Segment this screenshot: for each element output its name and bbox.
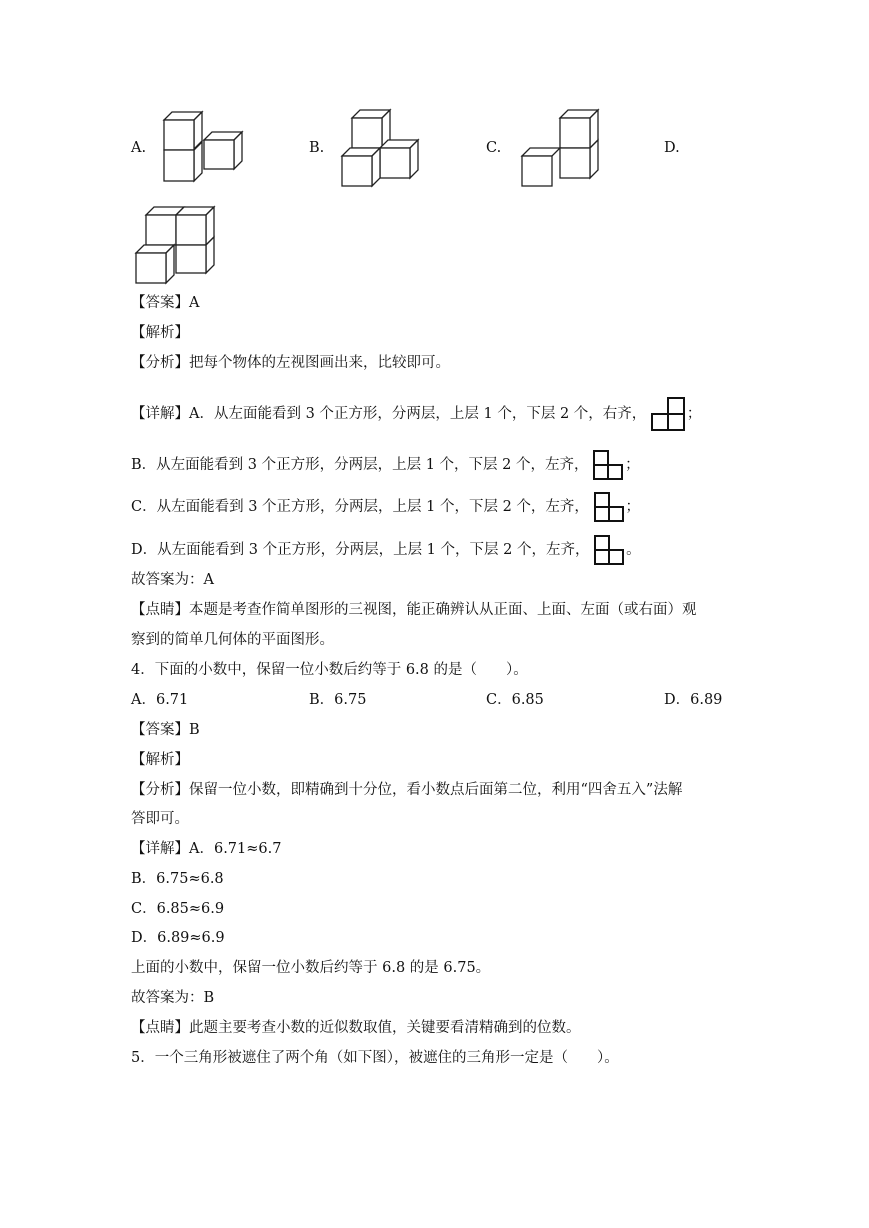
q4-detail-b: B．6.75≈6.8 <box>131 871 224 887</box>
q3-detail-c-text: C．从左面能看到 3 个正方形，分两层，上层 1 个，下层 2 个，左齐， <box>131 499 589 515</box>
q4-option-c: C．6.85 <box>486 692 544 708</box>
q4-question: 4．下面的小数中，保留一位小数后约等于 6.8 的是（ ）。 <box>131 662 528 678</box>
q4-option-a: A．6.71 <box>131 692 189 708</box>
q3-fenxi: 【分析】把每个物体的左视图画出来，比较即可。 <box>131 355 450 371</box>
q3-detail-b-end: ； <box>625 457 640 473</box>
cube-figure-b <box>340 108 430 188</box>
q3-detail-d-end: 。 <box>626 542 641 558</box>
q5-question: 5．一个三角形被遮住了两个角（如下图），被遮住的三角形一定是（ ）。 <box>131 1050 619 1066</box>
q3-detail-d <box>131 535 641 565</box>
q3-detail-a <box>131 397 701 431</box>
cube-figure-a <box>160 110 250 185</box>
q3-detail-b-text: B．从左面能看到 3 个正方形，分两层，上层 1 个，下层 2 个，左齐， <box>131 457 589 473</box>
q3-dianjing-line1: 【点睛】本题是考查作简单图形的三视图，能正确辨认从正面、上面、左面（或右面）观 <box>131 602 697 618</box>
q3-analysis-title: 【解析】 <box>131 325 189 341</box>
q3-detail-d-text: D．从左面能看到 3 个正方形，分两层，上层 1 个，下层 2 个，左齐， <box>131 542 590 558</box>
q4-fenxi-line1: 【分析】保留一位小数，即精确到十分位，看小数点后面第二位，利用“四舍五入”法解 <box>131 782 683 798</box>
option-c-label: C. <box>486 140 502 156</box>
left-view-left-aligned-icon <box>594 492 626 522</box>
q4-option-d: D．6.89 <box>664 692 723 708</box>
q3-answer: 【答案】A <box>131 295 200 311</box>
q4-conclusion: 故答案为：B <box>131 990 215 1006</box>
q4-detail-c: C．6.85≈6.9 <box>131 901 225 917</box>
q4-dianjing: 【点睛】此题主要考查小数的近似数取值，关键要看清精确到的位数。 <box>131 1020 581 1036</box>
q3-detail-c <box>131 492 640 522</box>
option-b-label: B. <box>309 140 325 156</box>
q3-detail-b <box>131 450 640 480</box>
q4-summary: 上面的小数中，保留一位小数后约等于 6.8 的是 6.75。 <box>131 960 491 976</box>
q3-conclusion: 故答案为：A <box>131 572 214 588</box>
left-view-right-aligned-icon <box>651 397 687 431</box>
q4-analysis-title: 【解析】 <box>131 752 189 768</box>
left-view-left-aligned-icon <box>593 450 625 480</box>
q4-detail-d: D．6.89≈6.9 <box>131 930 225 946</box>
option-d-label: D. <box>664 140 680 156</box>
cube-figure-d <box>132 203 222 285</box>
left-view-left-aligned-icon <box>594 535 626 565</box>
option-a-label: A. <box>131 140 147 156</box>
q3-detail-a-end: ； <box>686 406 702 422</box>
cube-figure-c <box>520 108 610 188</box>
q4-detail-a: 【详解】A．6.71≈6.7 <box>131 841 282 857</box>
q4-answer: 【答案】B <box>131 722 200 738</box>
q4-option-b: B．6.75 <box>309 692 367 708</box>
q3-detail-a-text: 【详解】A．从左面能看到 3 个正方形，分两层，上层 1 个，下层 2 个，右齐， <box>131 406 647 422</box>
q3-detail-c-end: ； <box>625 499 641 515</box>
q3-dianjing-line2: 察到的简单几何体的平面图形。 <box>131 632 334 648</box>
q4-fenxi-line2: 答即可。 <box>131 811 189 827</box>
